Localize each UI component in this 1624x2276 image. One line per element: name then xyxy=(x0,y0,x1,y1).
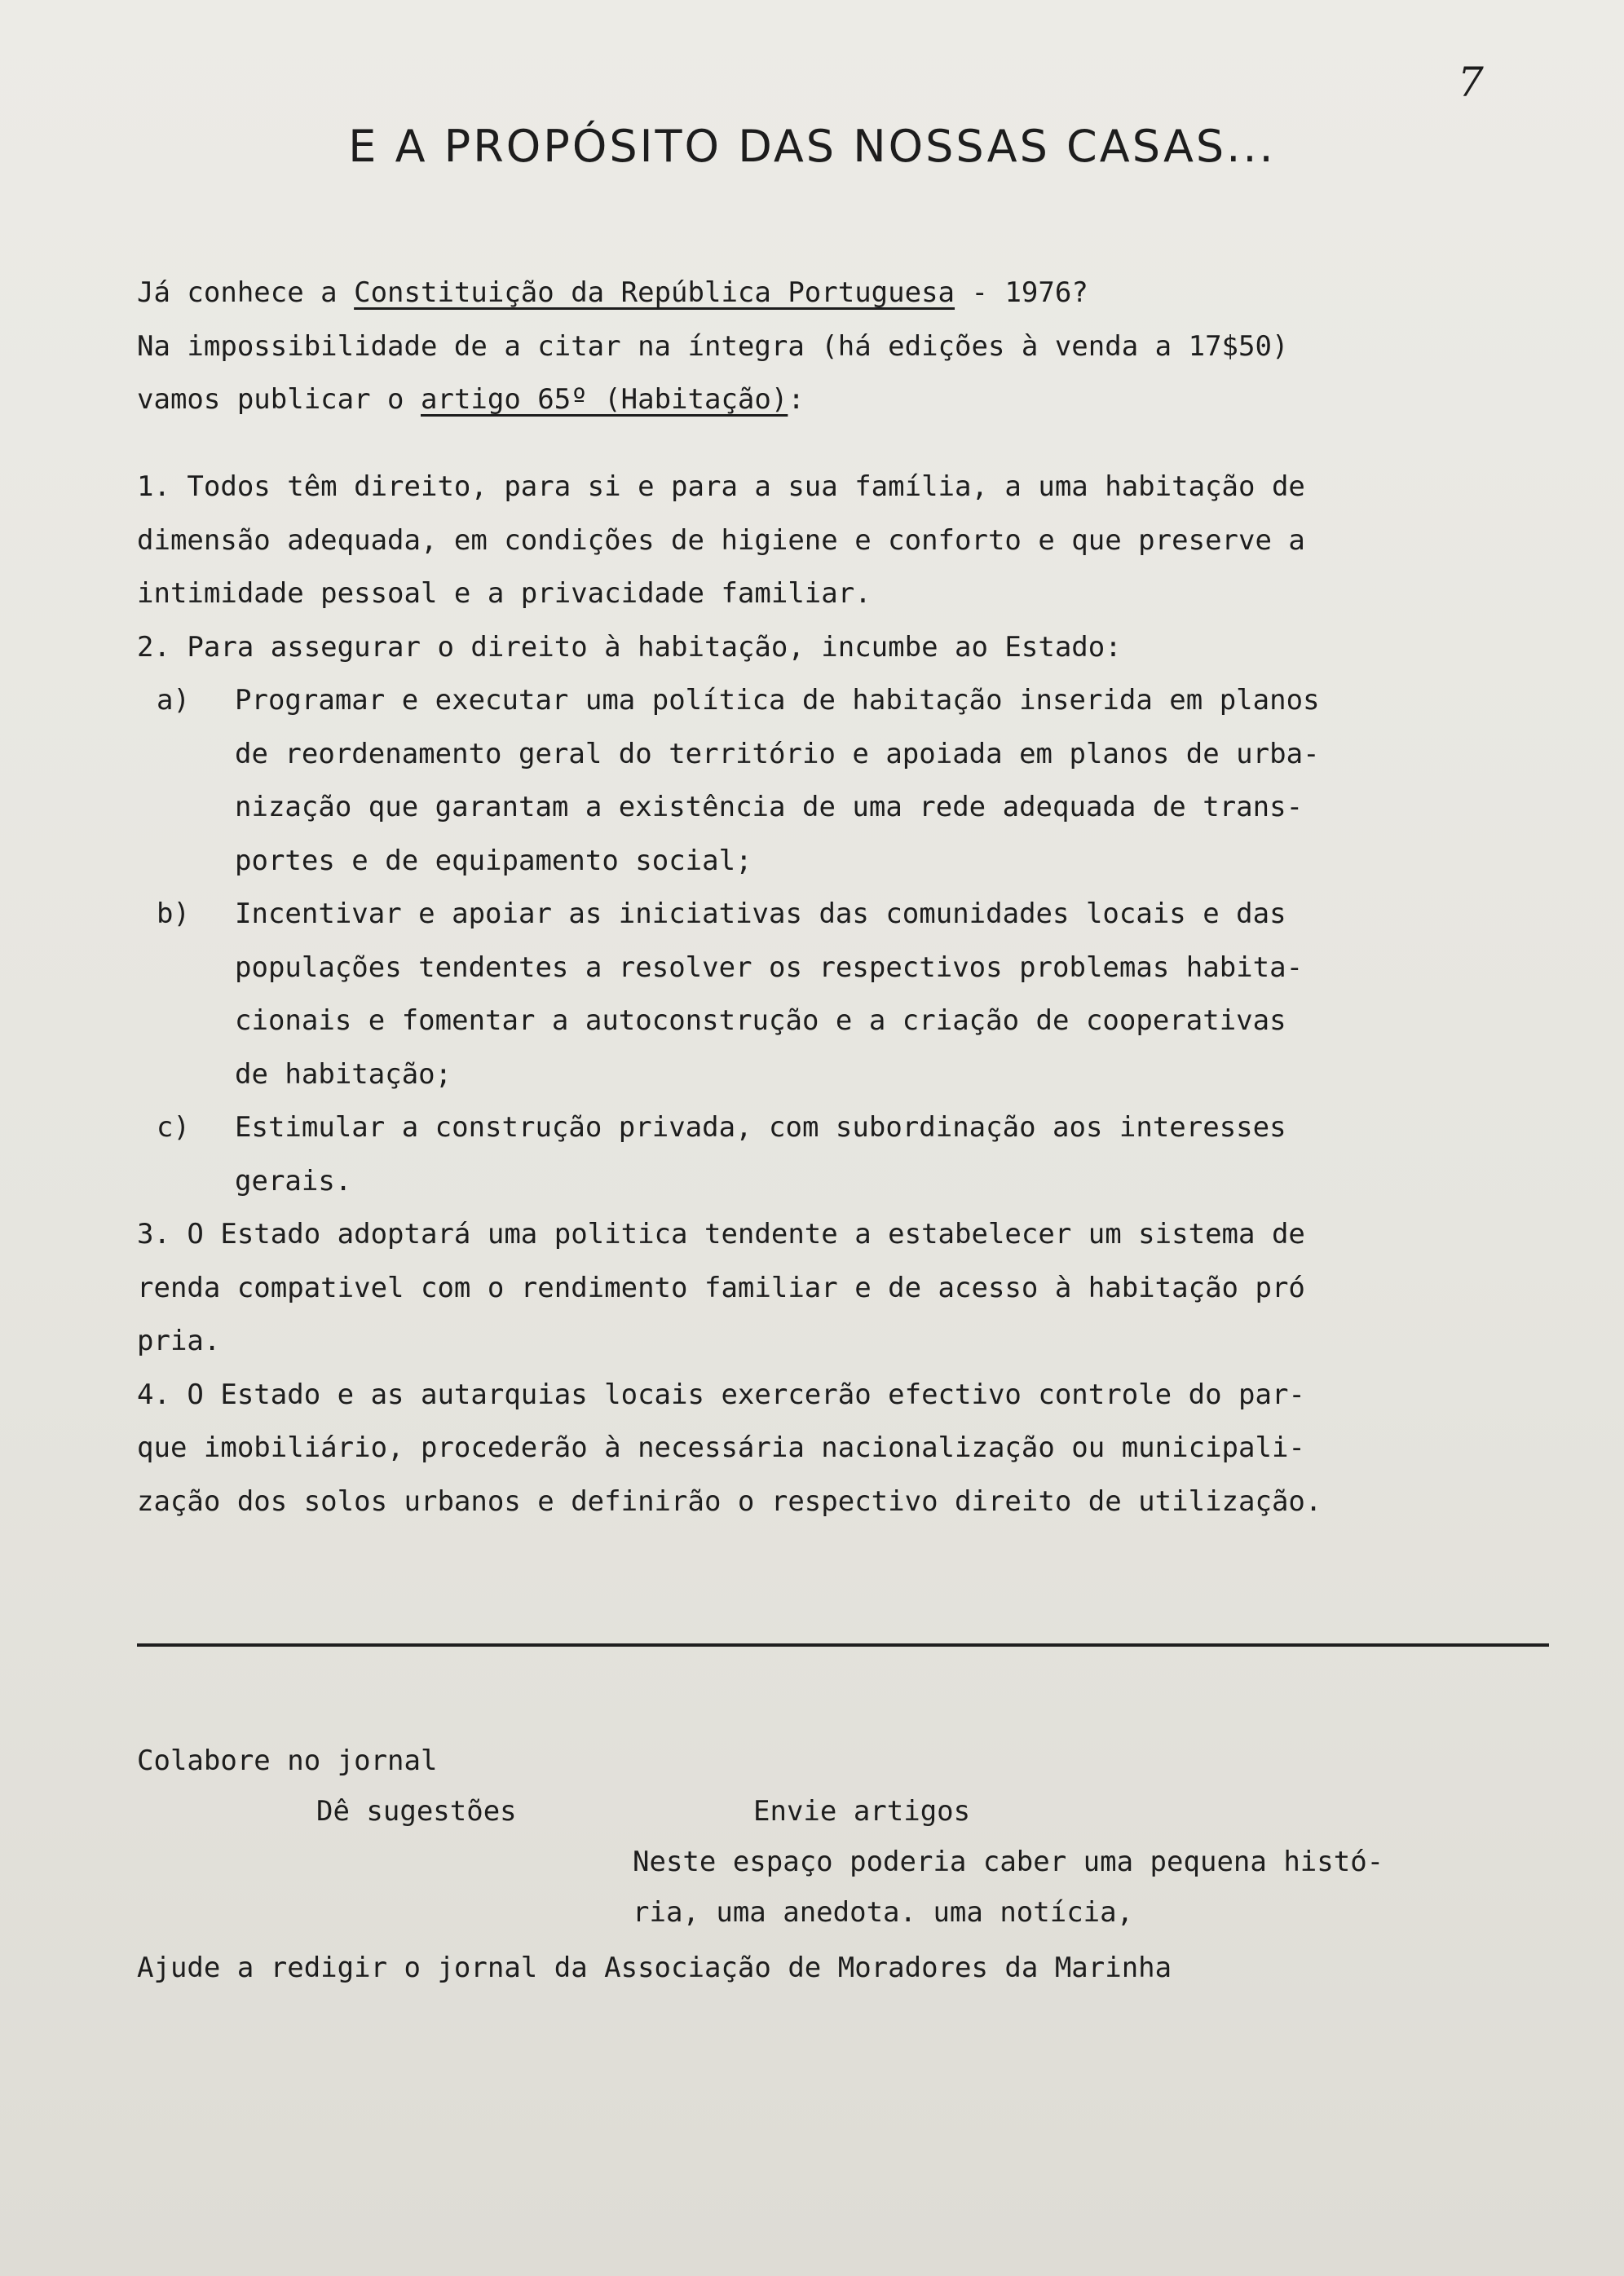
intro-line-3: vamos publicar o artigo 65º (Habitação): xyxy=(137,383,805,416)
item-b-label: b) xyxy=(157,898,190,930)
space-note-line-1: Neste espaço poderia caber uma pequena histó- xyxy=(633,1846,1384,1878)
paragraph-1: 1. Todos têm direito, para si e para a sua família, a uma habitação de dimensão adequada, em condições de higiene e conforto e que preserve a intimidade pessoal e a privacidade familiar. xyxy=(137,470,1305,610)
paragraph-3: 3. O Estado adoptará uma politica tendente a estabelecer um sistema de renda compativel com o rendimento familiar e de acesso à habitação pró pria. xyxy=(137,1218,1305,1357)
suggestions-text: Dê sugestões xyxy=(316,1795,517,1828)
item-a-label: a) xyxy=(157,684,190,717)
space-note-line-2: ria, uma anedota. uma notícia, xyxy=(633,1896,1134,1929)
article-body xyxy=(137,461,1556,1528)
item-a: a) Programar e executar uma política de habitação inserida em planos de reordenamento geral do território e apoiada em planos de urba- nização que garantam a existência de uma rede adequada de trans- portes e de equipamento social; xyxy=(137,674,1556,888)
item-c-label: c) xyxy=(157,1111,190,1144)
page-title: E A PROPÓSITO DAS NOSSAS CASAS... xyxy=(348,121,1276,172)
divider-line xyxy=(137,1643,1549,1647)
item-b: b) Incentivar e apoiar as iniciativas das comunidades locais e das populações tendentes a resolver os respectivos problemas habita- cionais e fomentar a autoconstrução e a criação de cooperativas de habitação; xyxy=(137,888,1556,1101)
paragraph-4: 4. O Estado e as autarquias locais exercerão efectivo controle do par- que imobiliário, procederão à necessária nacionalização ou municipali- zação dos solos urbanos e definirão o respectivo direito de utilização. xyxy=(137,1378,1322,1518)
help-text: Ajude a redigir o jornal da Associação de Moradores da Marinha xyxy=(137,1952,1172,1984)
article-title: artigo 65º (Habitação) xyxy=(421,383,788,416)
page-number: 7 xyxy=(1458,59,1484,106)
intro-line-2: Na impossibilidade de a citar na íntegra (há edições à venda a 17$50) xyxy=(137,329,1289,363)
collaborate-text: Colabore no jornal xyxy=(137,1744,438,1777)
paragraph-2: 2. Para assegurar o direito à habitação, incumbe ao Estado: xyxy=(137,630,1122,664)
item-c: c) Estimular a construção privada, com subordinação aos interesses gerais. xyxy=(137,1101,1556,1208)
send-articles-text: Envie artigos xyxy=(753,1795,971,1828)
intro-block xyxy=(137,267,1556,427)
intro-line-1: Já conhece a Constituição da República Portuguesa - 1976? xyxy=(137,276,1088,309)
constitution-title: Constituição da República Portuguesa xyxy=(354,276,955,309)
